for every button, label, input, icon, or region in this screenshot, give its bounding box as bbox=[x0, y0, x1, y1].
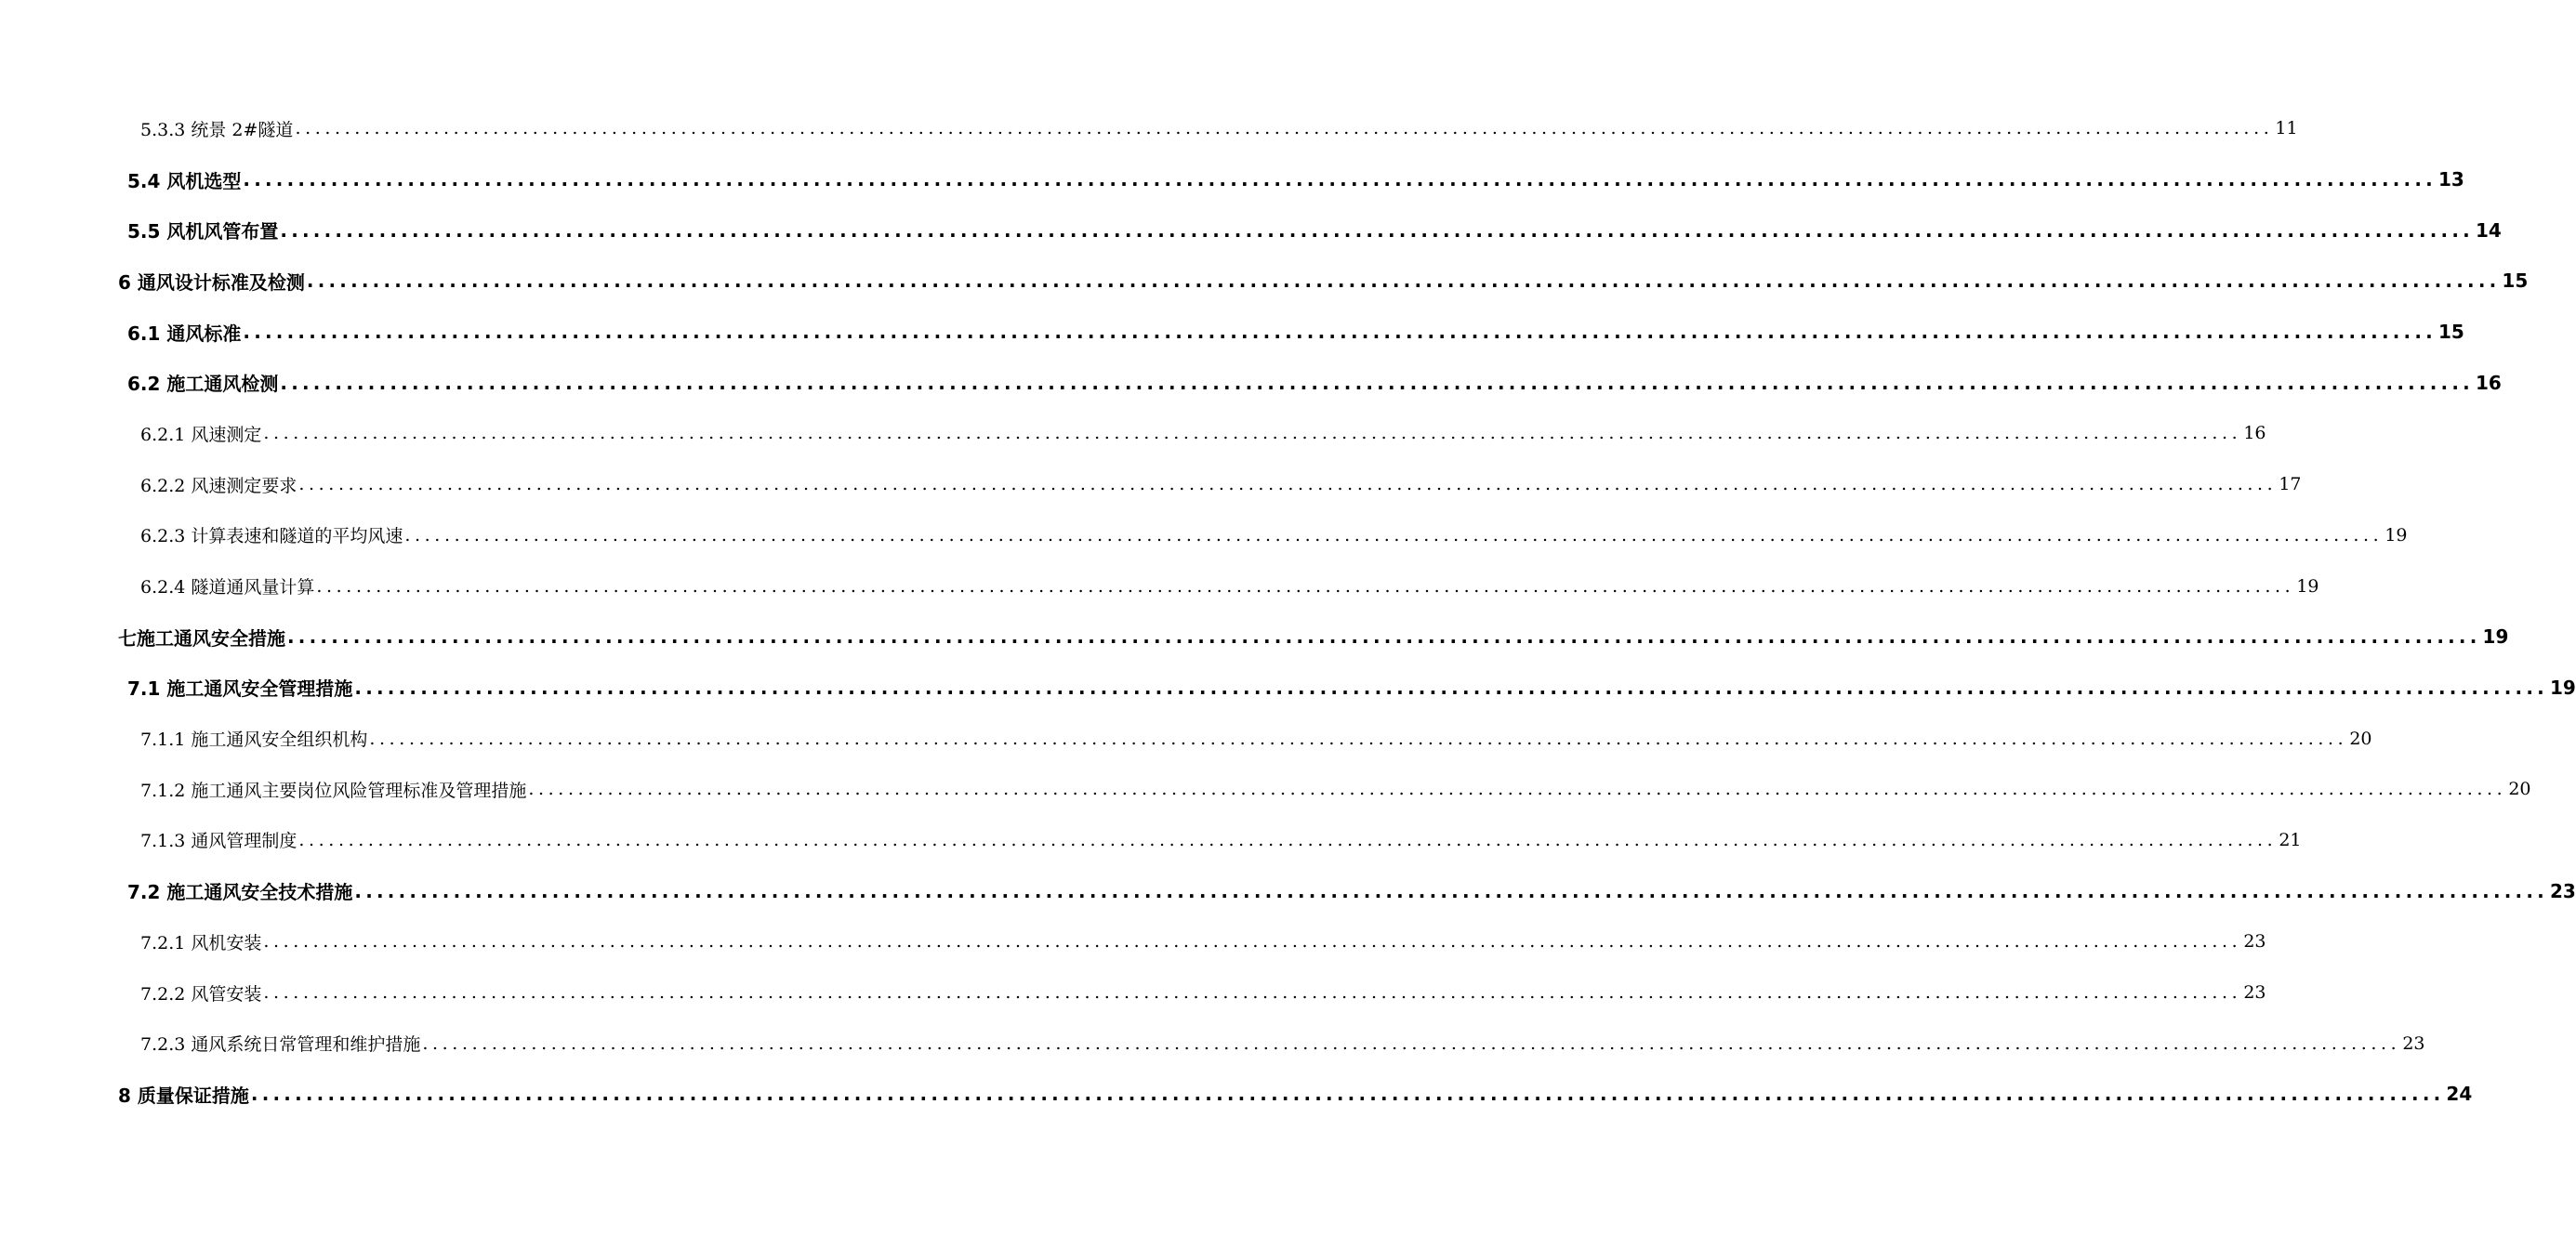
toc-entry-title: 7.1.3 通风管理制度 bbox=[140, 831, 297, 852]
toc-entry-title: 6.2.3 计算表速和隧道的平均风速 bbox=[140, 526, 403, 547]
toc-entry[interactable] bbox=[0, 256, 2529, 307]
table-of-contents bbox=[0, 103, 2576, 1120]
toc-entry[interactable] bbox=[0, 459, 2302, 510]
toc-dot-leader: ........................................................................................................................................................................................................ bbox=[422, 1032, 2401, 1054]
toc-dot-leader: ........................................................................................................................................................................................................ bbox=[280, 371, 2474, 394]
toc-page-number: 20 bbox=[2349, 728, 2372, 749]
toc-page-number: 23 bbox=[2402, 1032, 2425, 1054]
toc-dot-leader: ........................................................................................................................................................................................................ bbox=[528, 779, 2507, 800]
toc-entry[interactable] bbox=[0, 611, 2509, 663]
toc-dot-leader: ........................................................................................................................................................................................................ bbox=[354, 879, 2548, 902]
toc-entry[interactable] bbox=[0, 1018, 2425, 1069]
toc-dot-leader: ........................................................................................................................................................................................................ bbox=[298, 829, 2278, 850]
toc-dot-leader: ........................................................................................................................................................................................................ bbox=[280, 218, 2474, 242]
toc-dot-leader: ........................................................................................................................................................................................................ bbox=[369, 728, 2348, 749]
toc-entry-title: 6.2 施工通风检测 bbox=[127, 373, 279, 396]
toc-page-number: 19 bbox=[2296, 575, 2319, 597]
toc-dot-leader: ........................................................................................................................................................................................................ bbox=[404, 524, 2384, 546]
toc-entry-title: 6.2.2 风速测定要求 bbox=[140, 475, 297, 496]
toc-entry-title: 5.3.3 统景 2#隧道 bbox=[140, 119, 294, 140]
toc-page-number: 19 bbox=[2549, 676, 2576, 699]
toc-entry-title: 7.2 施工通风安全技术措施 bbox=[127, 881, 353, 904]
toc-page-number: 16 bbox=[2475, 371, 2502, 394]
toc-page-number: 20 bbox=[2508, 779, 2531, 800]
toc-entry-title: 7.2.3 通风系统日常管理和维护措施 bbox=[140, 1034, 421, 1056]
toc-page-number: 14 bbox=[2475, 218, 2502, 242]
toc-entry[interactable] bbox=[0, 663, 2576, 714]
toc-page-number: 19 bbox=[2384, 524, 2408, 546]
toc-dot-leader: ........................................................................................................................................................................................................ bbox=[250, 1083, 2445, 1106]
toc-dot-leader: ........................................................................................................................................................................................................ bbox=[306, 270, 2501, 293]
toc-entry[interactable] bbox=[0, 103, 2298, 154]
toc-entry[interactable] bbox=[0, 307, 2464, 358]
toc-entry[interactable] bbox=[0, 1069, 2473, 1120]
toc-entry-title: 7.1.1 施工通风安全组织机构 bbox=[140, 730, 368, 751]
toc-entry[interactable] bbox=[0, 154, 2464, 205]
toc-entry-title: 8 质量保证措施 bbox=[118, 1084, 249, 1107]
toc-entry-title: 7.2.1 风机安装 bbox=[140, 932, 262, 953]
toc-page-number: 19 bbox=[2482, 625, 2509, 649]
toc-entry[interactable] bbox=[0, 967, 2266, 1019]
toc-entry-title: 6 通风设计标准及检测 bbox=[118, 270, 305, 294]
toc-entry[interactable] bbox=[0, 764, 2531, 815]
toc-entry-title: 5.4 风机选型 bbox=[127, 169, 242, 192]
toc-dot-leader: ........................................................................................................................................................................................................ bbox=[243, 321, 2437, 344]
toc-dot-leader: ........................................................................................................................................................................................................ bbox=[263, 423, 2242, 444]
toc-entry[interactable] bbox=[0, 815, 2302, 866]
toc-page-number: 15 bbox=[2437, 321, 2464, 344]
toc-dot-leader: ........................................................................................................................................................................................................ bbox=[287, 625, 2481, 649]
toc-dot-leader: ........................................................................................................................................................................................................ bbox=[263, 931, 2242, 953]
toc-page-number: 24 bbox=[2446, 1083, 2473, 1106]
toc-entry-title: 7.1 施工通风安全管理措施 bbox=[127, 677, 353, 701]
toc-dot-leader: ........................................................................................................................................................................................................ bbox=[263, 982, 2242, 1004]
toc-dot-leader: ........................................................................................................................................................................................................ bbox=[354, 676, 2548, 699]
toc-page-number: 16 bbox=[2243, 423, 2266, 444]
toc-entry[interactable] bbox=[0, 357, 2502, 408]
toc-dot-leader: ........................................................................................................................................................................................................ bbox=[243, 168, 2437, 191]
toc-entry-title: 七施工通风安全措施 bbox=[118, 626, 285, 650]
toc-dot-leader: ........................................................................................................................................................................................................ bbox=[295, 118, 2274, 139]
toc-entry-title: 6.1 通风标准 bbox=[127, 322, 242, 345]
toc-page-number: 21 bbox=[2279, 829, 2302, 850]
toc-page-number: 17 bbox=[2279, 474, 2302, 495]
toc-page-number: 13 bbox=[2437, 168, 2464, 191]
toc-entry[interactable] bbox=[0, 916, 2266, 967]
toc-dot-leader: ........................................................................................................................................................................................................ bbox=[298, 474, 2278, 495]
toc-entry[interactable] bbox=[0, 560, 2319, 611]
toc-entry[interactable] bbox=[0, 865, 2576, 916]
toc-entry[interactable] bbox=[0, 408, 2266, 459]
toc-page-number: 23 bbox=[2243, 982, 2266, 1004]
toc-entry[interactable] bbox=[0, 204, 2502, 256]
toc-page-number: 15 bbox=[2502, 270, 2529, 293]
toc-entry[interactable] bbox=[0, 713, 2372, 764]
toc-dot-leader: ........................................................................................................................................................................................................ bbox=[316, 575, 2295, 597]
toc-entry-title: 6.2.1 风速测定 bbox=[140, 424, 262, 445]
toc-entry-title: 5.5 风机风管布置 bbox=[127, 220, 279, 243]
toc-entry[interactable] bbox=[0, 510, 2408, 561]
toc-page-number: 11 bbox=[2275, 118, 2298, 139]
toc-entry-title: 6.2.4 隧道通风量计算 bbox=[140, 577, 315, 598]
toc-page-number: 23 bbox=[2243, 931, 2266, 953]
toc-entry-title: 7.2.2 风管安装 bbox=[140, 983, 262, 1005]
toc-entry-title: 7.1.2 施工通风主要岗位风险管理标准及管理措施 bbox=[140, 780, 527, 801]
toc-page-number: 23 bbox=[2549, 879, 2576, 902]
